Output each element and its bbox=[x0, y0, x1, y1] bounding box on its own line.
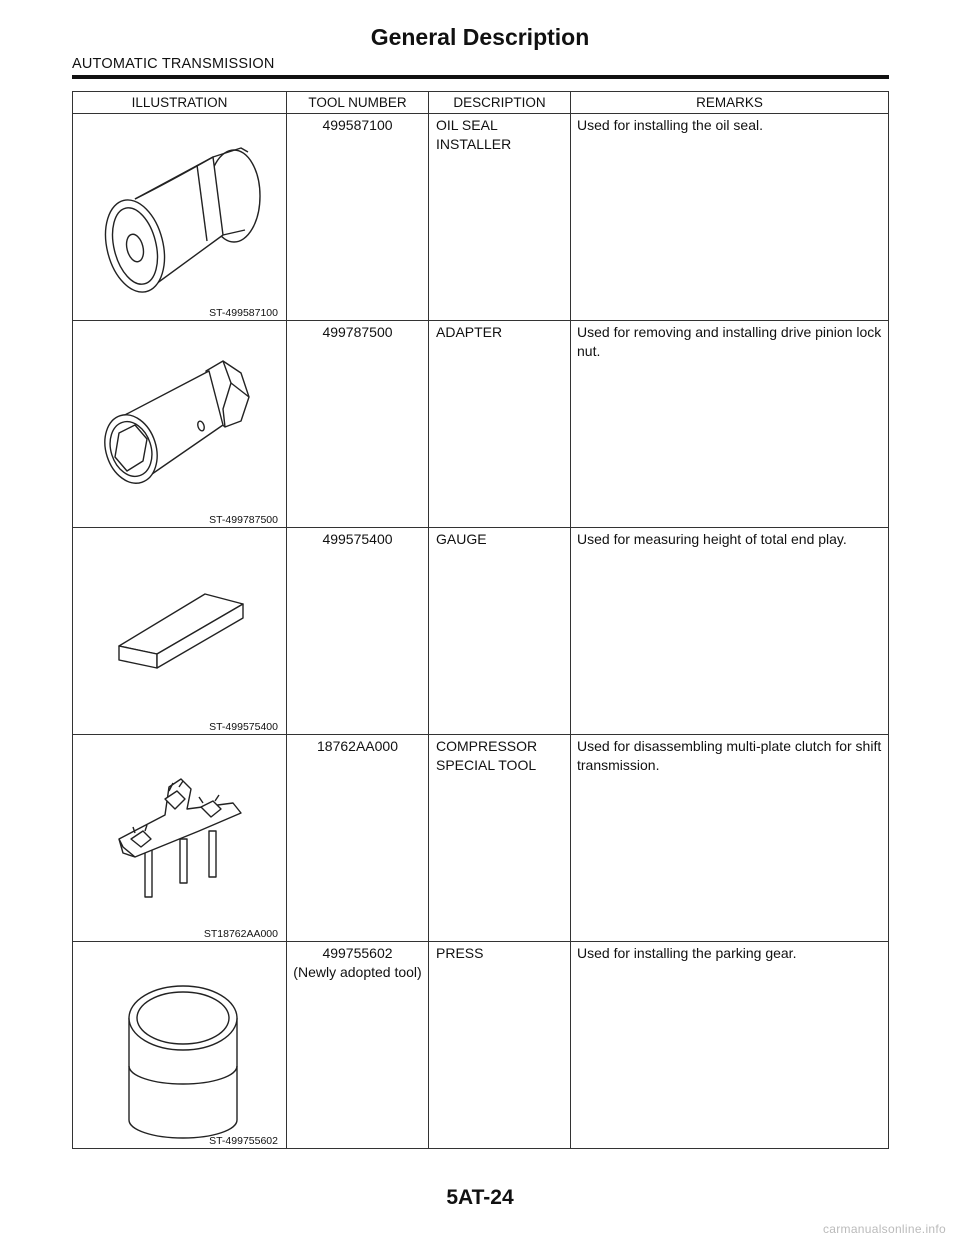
illustration-caption: ST-499787500 bbox=[209, 514, 278, 526]
column-header-tool-number: TOOL NUMBER bbox=[287, 92, 429, 114]
page-title: General Description bbox=[370, 24, 590, 50]
tool-number: 499755602 bbox=[322, 945, 393, 961]
description-cell bbox=[429, 321, 571, 528]
description-cell bbox=[429, 114, 571, 321]
tool-number: 499587100 bbox=[322, 117, 393, 133]
illustration-cell bbox=[73, 321, 287, 528]
gauge-block-icon bbox=[73, 528, 287, 735]
description-cell bbox=[429, 942, 571, 1149]
compressor-special-tool-icon bbox=[73, 735, 287, 942]
description-text: ADAPTER bbox=[436, 324, 503, 340]
table-header-row bbox=[73, 92, 889, 114]
watermark-text: carmanualsonline.info bbox=[822, 1222, 946, 1236]
description-text: OIL SEAL bbox=[436, 117, 498, 133]
illustration-caption: ST-499587100 bbox=[209, 307, 278, 319]
tool-number-cell bbox=[287, 321, 429, 528]
tool-number-cell bbox=[287, 114, 429, 321]
illustration-cell bbox=[73, 735, 287, 942]
column-header-illustration: ILLUSTRATION bbox=[73, 92, 287, 114]
table-row bbox=[73, 114, 889, 321]
press-icon bbox=[73, 942, 287, 1149]
remarks-cell: Used for installing the parking gear. bbox=[571, 942, 889, 1149]
adapter-socket-icon bbox=[73, 321, 287, 528]
illustration-caption: ST-499575400 bbox=[209, 721, 278, 733]
tool-number-note: (Newly adopted tool) bbox=[293, 964, 422, 980]
oil-seal-installer-icon bbox=[73, 114, 287, 321]
remarks-cell: Used for removing and installing drive pinion lock nut. bbox=[571, 321, 889, 528]
description-text: GAUGE bbox=[436, 531, 487, 547]
description-cell bbox=[429, 735, 571, 942]
description-text-line2: INSTALLER bbox=[436, 136, 512, 152]
illustration-caption: ST-499755602 bbox=[209, 1135, 278, 1147]
illustration-cell bbox=[73, 528, 287, 735]
column-header-description: DESCRIPTION bbox=[429, 92, 571, 114]
remarks-cell: Used for disassembling multi-plate clutch for shift transmission. bbox=[571, 735, 889, 942]
tool-number-cell bbox=[287, 528, 429, 735]
description-text-line2: SPECIAL TOOL bbox=[436, 757, 537, 773]
illustration-cell bbox=[73, 114, 287, 321]
remarks-cell: Used for measuring height of total end play. bbox=[571, 528, 889, 735]
tool-number: 499575400 bbox=[322, 531, 393, 547]
column-header-remarks: REMARKS bbox=[571, 92, 889, 114]
table-row bbox=[73, 735, 889, 942]
table-row bbox=[73, 321, 889, 528]
tool-number-cell bbox=[287, 735, 429, 942]
section-label: AUTOMATIC TRANSMISSION bbox=[72, 56, 275, 72]
illustration-caption: ST18762AA000 bbox=[203, 928, 278, 940]
tool-number: 18762AA000 bbox=[317, 738, 398, 754]
table-row bbox=[73, 528, 889, 735]
description-text: PRESS bbox=[436, 945, 484, 961]
table-row bbox=[73, 942, 889, 1149]
illustration-cell bbox=[73, 942, 287, 1149]
tool-number-cell bbox=[287, 942, 429, 1149]
special-tools-table bbox=[72, 91, 889, 1149]
tool-number: 499787500 bbox=[322, 324, 393, 340]
page-number: 5AT-24 bbox=[446, 1186, 514, 1209]
description-text: COMPRESSOR bbox=[436, 738, 538, 754]
header-rule bbox=[72, 75, 889, 79]
remarks-cell: Used for installing the oil seal. bbox=[571, 114, 889, 321]
description-cell bbox=[429, 528, 571, 735]
